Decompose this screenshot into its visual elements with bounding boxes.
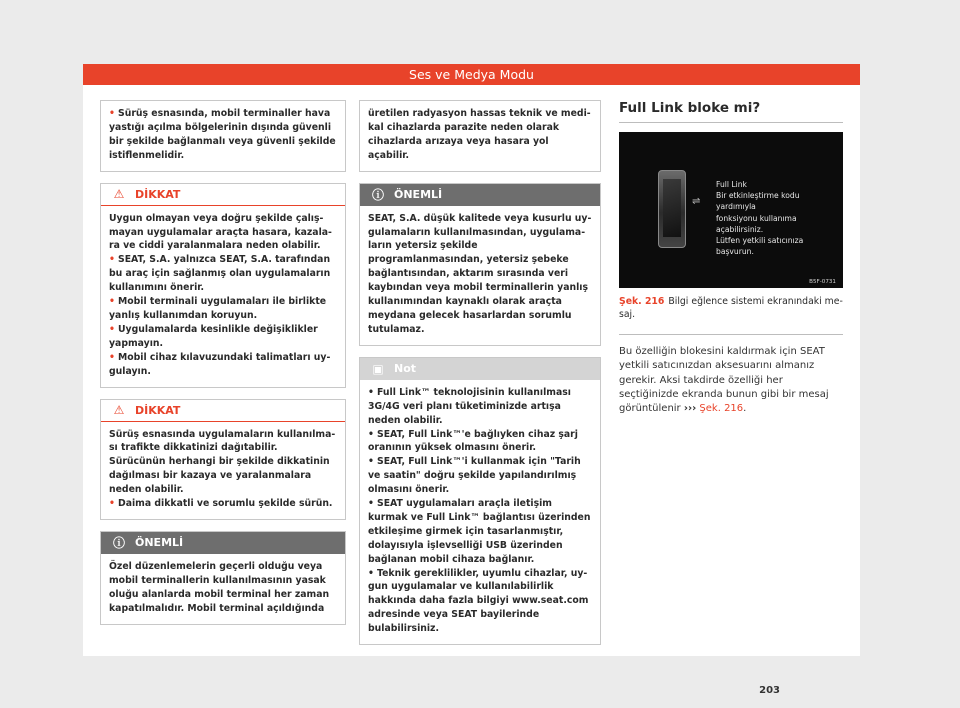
page-number: 203	[759, 685, 780, 696]
column-middle	[359, 100, 601, 656]
section-title: Full Link bloke mi?	[619, 100, 843, 123]
infotainment-figure	[619, 132, 843, 288]
important-paragraph: SEAT, S.A. düşük kalitede veya kusurlu uygulamaların kullanılmasından, uygulamaların yetersiz şekilde programlanmasından, yetersiz şebeke bağlantısından, aktarım sırasında veri kaybından veya mobil terminallerin yanlış kullanımından kaynaklı olarak araçta meydana gelecek hasarlardan sorumlu tutulamaz.	[368, 212, 592, 335]
figure-code: B5F-0731	[809, 279, 836, 285]
note-title: ▣ Not	[360, 358, 600, 380]
figure-ref: Şek. 216	[619, 296, 665, 307]
bullet-item: • Uygulamalarda kesinlikle değişiklikler yapmayın.	[109, 323, 318, 349]
warning-box-1	[100, 183, 346, 388]
important-paragraph: Özel düzenlemelerin geçerli olduğu veya mobil terminallerin kullanılmasının yasak oluğu alanlarda mobil terminal her zaman kapatılmalıdır. Mobil terminal açıldığında	[109, 560, 330, 614]
column-left	[100, 100, 346, 636]
bullet-item: • Daima dikkatli ve sorumlu şekilde sürün.	[109, 498, 333, 510]
important-box-2	[359, 183, 601, 346]
column-right	[619, 100, 843, 416]
phone-icon	[658, 170, 686, 248]
bullet-item: • Teknik gereklilikler, uyumlu cihazlar, uygun uygulamalar ve kullanılabilirlik hakkında daha fazla bilgiyi www.seat.com adresinde veya SEAT bayilerinde bulabilirsiniz.	[368, 567, 589, 635]
continued-important-box	[359, 100, 601, 172]
usb-icon: ⇌	[692, 196, 701, 207]
warning-paragraph: Sürüş esnasında uygulamaların kullanılması trafikte dikkatinizi dağıtabilir. Sürücünün herhangi bir şekilde dikkatinin dağılması bir kazaya ve yaralanmalara neden olabilir.	[109, 428, 336, 496]
bullet-item: • Full Link™ teknolojisinin kullanılması 3G/4G veri planı tüketiminizde artışa neden olabilir.	[368, 386, 571, 426]
info-circle-icon: ⓘ	[112, 536, 125, 551]
warning-triangle-icon: ⚠	[113, 187, 125, 202]
continued-warning-box	[100, 100, 346, 172]
important-title: ⓘ ÖNEMLİ	[360, 184, 600, 206]
bullet-item: • SEAT, Full Link™'e bağlıyken cihaz şarj oranının yüksek olmasını önerir.	[368, 428, 578, 454]
important-title: ⓘ ÖNEMLİ	[101, 532, 345, 554]
figure-link[interactable]: Şek. 216	[699, 403, 744, 415]
divider	[619, 334, 843, 335]
body-paragraph: Bu özelliğin blokesini kaldırmak için SEAT yetkili satıcınızdan aksesuarını almanız gerekir. Aksi takdirde özelliği her seçtiğinizde ekranda bunun gibi bir mesaj görüntülenir ››› Şek. 216.	[619, 346, 829, 415]
figure-caption: Şek. 216 Bilgi eğlence sistemi ekranındaki mesaj.	[619, 296, 843, 320]
chapter-header: Ses ve Medya Modu	[83, 64, 860, 85]
figure-screen-text: Full Link Bir etkinleştirme kodu yardımıyla fonksiyonu kullanıma açabilirsiniz. Lütfen yetkili satıcınıza başvurun.	[716, 180, 804, 257]
warning-box-2	[100, 399, 346, 520]
warning-title: ⚠ DİKKAT	[101, 184, 345, 206]
warning-paragraph: Uygun olmayan veya doğru şekilde çalışmayan uygulamalar araçta hasara, kazalara ve ciddi yaralanmalara neden olabilir.	[109, 212, 332, 252]
important-box-1	[100, 531, 346, 625]
bullet-item: • SEAT, S.A. yalnızca SEAT, S.A. tarafından bu araç için sağlanmış olan uygulamaların kullanımını önerir.	[109, 254, 331, 294]
bullet-item: • Mobil terminali uygulamaları ile birlikte yanlış kullanımdan koruyun.	[109, 296, 327, 321]
bullet-item: • Mobil cihaz kılavuzundaki talimatları uygulayın.	[109, 351, 331, 377]
info-circle-icon: ⓘ	[371, 188, 384, 203]
arrow-ref-icon: ›››	[683, 403, 697, 415]
bullet-item: • Sürüş esnasında, mobil terminaller hava yastığı açılma bölgelerinin dışında güvenli bir şekilde bağlanmalı veya güvenli şekilde istiflenmelidir.	[109, 108, 336, 161]
warning-title: ⚠ DİKKAT	[101, 400, 345, 422]
bullet-item: • SEAT, Full Link™'i kullanmak için "Tarih ve saatin" doğru şekilde yapılandırılmış olmasını önerir.	[368, 456, 581, 496]
bullet-item: • SEAT uygulamaları araçla iletişim kurmak ve Full Link™ bağlantısı üzerinden etkileşime girmek için tasarlanmıştır, dolayısıyla işlevselliği USB üzerinden bağlanan mobil cihaza bağlanır.	[368, 498, 591, 565]
manual-page	[83, 64, 860, 696]
warning-triangle-icon: ⚠	[113, 403, 125, 417]
important-paragraph: üretilen radyasyon hassas teknik ve medikal cihazlarda parazite neden olarak cihazlarda arızaya veya hasara yol açabilir.	[368, 108, 591, 161]
note-icon: ▣	[372, 361, 384, 376]
note-box	[359, 357, 601, 645]
